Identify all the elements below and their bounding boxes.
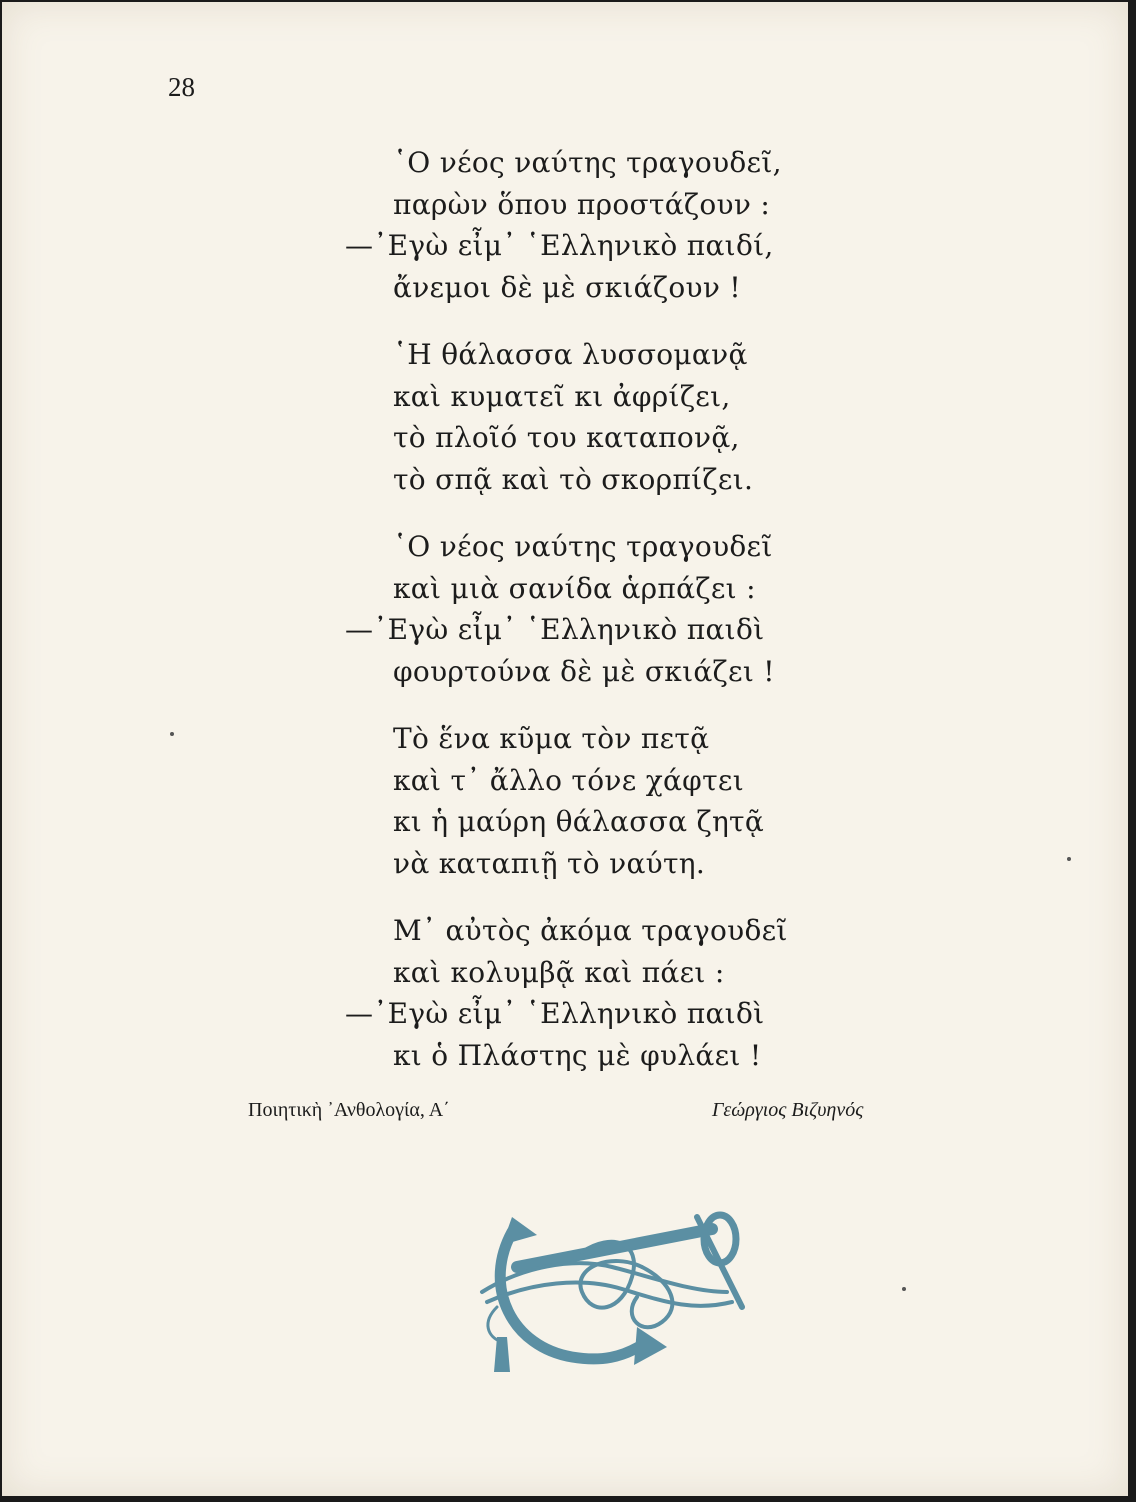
poem-line: ῾Η θάλασσα λυσσομανᾷ bbox=[393, 338, 748, 371]
poem bbox=[345, 142, 865, 1102]
poem-line: παρὼν ὅπου προστάζουν : bbox=[393, 187, 771, 221]
poem-line: καὶ κολυμβᾷ καὶ πάει : bbox=[393, 955, 725, 989]
paper-speck bbox=[170, 732, 174, 736]
poem-line: καὶ μιὰ σανίδα ἁρπάζει : bbox=[393, 571, 756, 605]
poem-line: καὶ τ᾿ ἄλλο τόνε χάφτει bbox=[393, 763, 744, 797]
poem-line: —᾿Εγὼ εἶμ᾿ ῾Ελληνικὸ παιδί, bbox=[345, 229, 774, 262]
stanza-5 bbox=[345, 910, 865, 1076]
poem-line: νὰ καταπιῇ τὸ ναύτη. bbox=[393, 846, 706, 880]
stanza-1 bbox=[345, 142, 865, 308]
poem-line: κι ὁ Πλάστης μὲ φυλάει ! bbox=[393, 1038, 762, 1072]
poem-line: —᾿Εγὼ εἶμ᾿ ῾Ελληνικὸ παιδὶ bbox=[345, 613, 765, 646]
poem-line: Μ᾿ αὐτὸς ἀκόμα τραγουδεῖ bbox=[393, 914, 788, 947]
stanza-3 bbox=[345, 526, 865, 692]
paper-speck bbox=[1067, 857, 1071, 861]
author-name: Γεώργιος Βιζυηνός bbox=[712, 1099, 864, 1121]
poem-line: τὸ σπᾷ καὶ τὸ σκορπίζει. bbox=[393, 462, 754, 496]
anchor-with-rope-icon bbox=[442, 1197, 762, 1397]
poem-line: ῾Ο νέος ναύτης τραγουδεῖ bbox=[393, 530, 773, 563]
poem-line: Τὸ ἕνα κῦμα τὸν πετᾷ bbox=[393, 722, 710, 755]
stanza-2 bbox=[345, 334, 865, 500]
poem-line: φουρτούνα δὲ μὲ σκιάζει ! bbox=[393, 654, 775, 688]
poem-line: —᾿Εγὼ εἶμ᾿ ῾Ελληνικὸ παιδὶ bbox=[345, 997, 765, 1030]
paper-speck bbox=[902, 1287, 906, 1291]
page bbox=[2, 2, 1128, 1496]
poem-line: καὶ κυματεῖ κι ἀφρίζει, bbox=[393, 379, 731, 413]
poem-line: κι ἡ μαύρη θάλασσα ζητᾷ bbox=[393, 805, 765, 838]
page-number: 28 bbox=[168, 72, 195, 102]
poem-line: ῾Ο νέος ναύτης τραγουδεῖ, bbox=[393, 146, 782, 179]
poem-line: τὸ πλοῖό του καταπονᾷ, bbox=[393, 421, 740, 454]
poem-line: ἄνεμοι δὲ μὲ σκιάζουν ! bbox=[393, 270, 741, 304]
stanza-4 bbox=[345, 718, 865, 884]
source-citation: Ποιητικὴ ᾿Ανθολογία, Α΄ bbox=[248, 1099, 450, 1121]
